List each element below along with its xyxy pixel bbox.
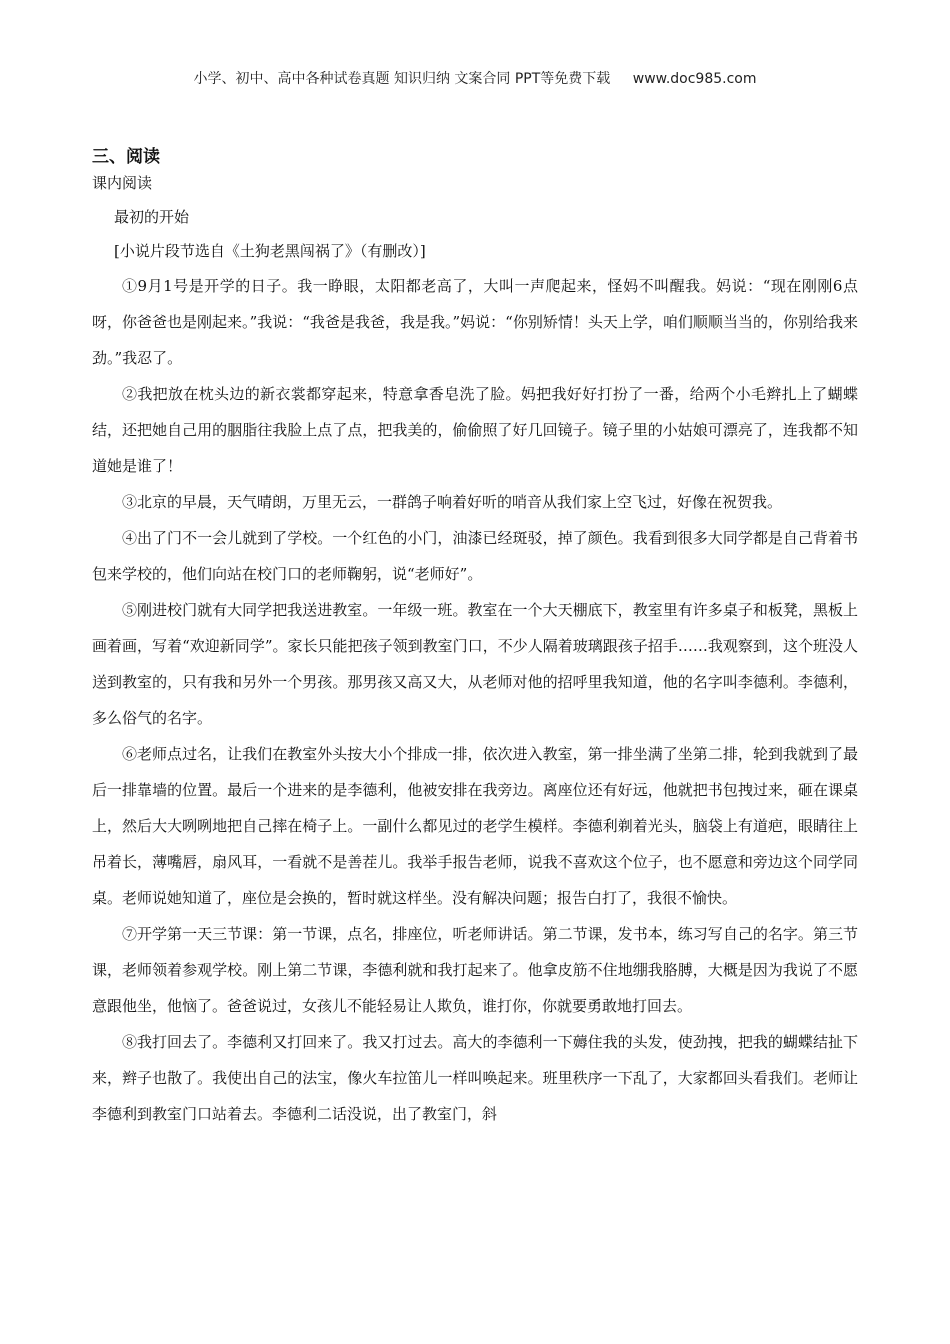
story-paragraphs xyxy=(92,268,858,1132)
page-header xyxy=(0,68,950,88)
paragraph-5: ⑤刚进校门就有大同学把我送进教室。一年级一班。教室在一个大天棚底下，教室里有许多桌子和板凳，黑板上画着画，写着“欢迎新同学”。家长只能把孩子领到教室门口，不少人隔着玻璃跟孩子招手……我观察到，这个班没人送到教室的，只有我和另外一个男孩。那男孩又高又大，从老师对他的招呼里我知道，他的名字叫李德利。李德利，多么俗气的名字。 xyxy=(92,601,858,727)
story-source: [小说片段节选自《土狗老黑闯祸了》（有删改）] xyxy=(114,242,426,260)
paragraph-6: ⑥老师点过名，让我们在教室外头按大小个排成一排，依次进入教室，第一排坐满了坐第二排，轮到我就到了最后一排靠墙的位置。最后一个进来的是李德利，他被安排在我旁边。离座位还有好远，他就把书包拽过来，砸在课桌上，然后大大咧咧地把自己摔在椅子上。一副什么都见过的老学生模样。李德利剃着光头，脑袋上有道疤，眼睛往上吊着长，薄嘴唇，扇风耳，一看就不是善茬儿。我举手报告老师，说我不喜欢这个位子，也不愿意和旁边这个同学同桌。老师说她知道了，座位是会换的，暂时就这样坐。没有解决问题；报告白打了，我很不愉快。 xyxy=(92,745,858,907)
header-url[interactable]: www.doc985.com xyxy=(632,71,757,87)
story-title: 最初的开始 xyxy=(114,208,190,226)
header-tagline: 小学、初中、高中各种试卷真题 知识归纳 文案合同 PPT等免费下载 xyxy=(193,71,611,87)
section-title: 三、阅读 xyxy=(92,147,160,167)
document-body xyxy=(92,144,858,1132)
paragraph-2: ②我把放在枕头边的新衣裳都穿起来，特意拿香皂洗了脸。妈把我好好打扮了一番，给两个小毛辫扎上了蝴蝶结，还把她自己用的胭脂往我脸上点了点，把我美的，偷偷照了好几回镜子。镜子里的小姑娘可漂亮了，连我都不知道她是谁了！ xyxy=(92,385,858,475)
section-subtitle: 课内阅读 xyxy=(92,174,153,192)
paragraph-7: ⑦开学第一天三节课：第一节课，点名，排座位，听老师讲话。第二节课，发书本，练习写自己的名字。第三节课，老师领着参观学校。刚上第二节课，李德利就和我打起来了。他拿皮筋不住地绷我胳膊，大概是因为我说了不愿意跟他坐，他恼了。爸爸说过，女孩儿不能轻易让人欺负，谁打你，你就要勇敢地打回去。 xyxy=(92,925,858,1015)
paragraph-1: ①9月1号是开学的日子。我一睁眼，太阳都老高了，大叫一声爬起来，怪妈不叫醒我。妈说：“现在刚刚6点呀，你爸爸也是刚起来。”我说：“我爸是我爸，我是我。”妈说：“你别矫情！头天上学，咱们顺顺当当的，你别给我来劲。”我忍了。 xyxy=(92,277,858,367)
paragraph-4: ④出了门不一会儿就到了学校。一个红色的小门，油漆已经斑驳，掉了颜色。我看到很多大同学都是自己背着书包来学校的，他们向站在校门口的老师鞠躬，说“老师好”。 xyxy=(92,529,858,583)
paragraph-8: ⑧我打回去了。李德利又打回来了。我又打过去。高大的李德利一下薅住我的头发，使劲拽，把我的蝴蝶结扯下来，辫子也散了。我使出自己的法宝，像火车拉笛儿一样叫唤起来。班里秩序一下乱了，大家都回头看我们。老师让李德利到教室门口站着去。李德利二话没说，出了教室门，斜 xyxy=(92,1033,858,1123)
paragraph-3: ③北京的早晨，天气晴朗，万里无云，一群鸽子响着好听的哨音从我们家上空飞过，好像在祝贺我。 xyxy=(122,493,783,511)
